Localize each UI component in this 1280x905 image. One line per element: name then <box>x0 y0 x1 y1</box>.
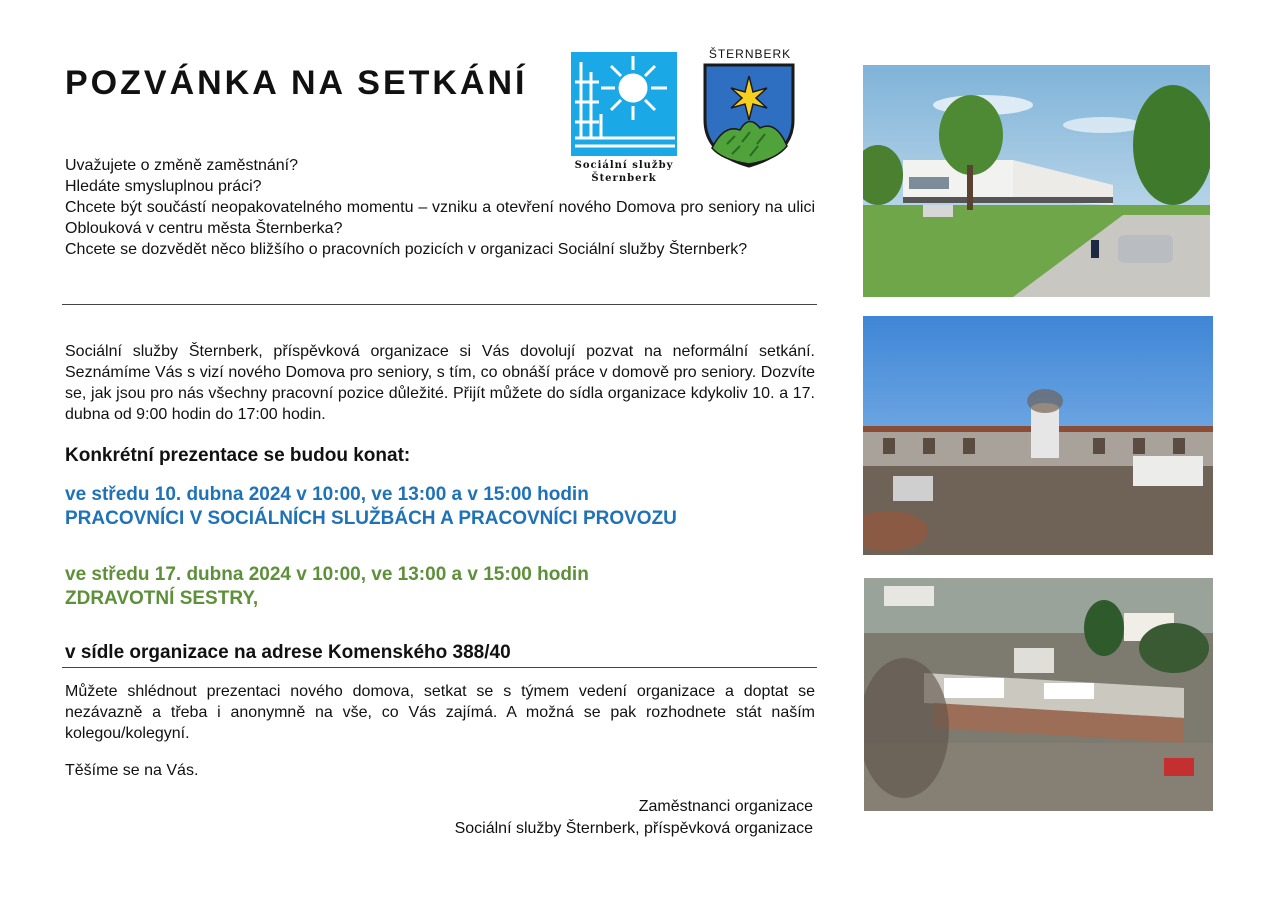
building-rendering-photo <box>863 65 1210 297</box>
intro-questions <box>65 155 815 260</box>
session-1-audience: PRACOVNÍCI V SOCIÁLNÍCH SLUŽBÁCH A PRACOVNÍCI PROVOZU <box>65 508 677 529</box>
star-hill-crest-icon <box>702 62 796 168</box>
intro-line: Hledáte smysluplnou práci? <box>65 178 262 195</box>
intro-line: Chcete se dozvědět něco bližšího o pracovních pozicích v organizaci Sociální služby Šternberk? <box>65 241 748 258</box>
session-2-date: ve středu 17. dubna 2024 v 10:00, ve 13:00 a v 15:00 hodin <box>65 564 589 585</box>
sun-building-icon <box>571 52 677 156</box>
signature-line-1: Zaměstnanci organizace <box>638 798 813 815</box>
thanks-text: Těšíme se na Vás. <box>65 762 199 779</box>
divider <box>62 667 817 668</box>
logo-line-1: Sociální služby <box>574 160 674 171</box>
signature-line-2: Sociální služby Šternberk, příspěvková organizace <box>454 820 813 837</box>
page-title: POZVÁNKA NA SETKÁNÍ <box>65 64 528 102</box>
presentations-heading: Konkrétní prezentace se budou konat: <box>65 445 411 466</box>
session-2-audience: ZDRAVOTNÍ SESTRY, <box>65 588 259 609</box>
divider <box>62 304 817 305</box>
aerial-construction-photo <box>864 578 1213 811</box>
signature <box>455 796 813 840</box>
session-1-date: ve středu 10. dubna 2024 v 10:00, ve 13:00 a v 15:00 hodin <box>65 484 589 505</box>
invitation-text: Sociální služby Šternberk, příspěvková organizace si Vás dovolují pozvat na neformální setkání. Seznámíme Vás s vizí nového Domova pro seniory, s tím, co obnáší práce v domově pro seniory. Dozvíte se, jak jsou pro nás všechny pracovní pozice důležité. Přijít můžete do sídla organizace kdykoliv 10. a 17. dubna od 9:00 hodin do 17:00 hodin. <box>65 343 815 423</box>
town-name: ŠTERNBERK <box>708 47 792 61</box>
intro-line: Chcete být součástí neopakovatelného momentu – vzniku a otevření nového Domova pro seniory na ulici Oblouková v centru města Šternberka? <box>65 199 815 237</box>
session-2 <box>65 563 589 611</box>
session-1 <box>65 483 677 531</box>
intro-line: Uvažujete o změně zaměstnání? <box>65 157 299 174</box>
details-text: Můžete shlédnout prezentaci nového domova, setkat se s týmem vedení organizace a doptat se nezávazně a třeba i anonymně na vše, co Vás zajímá. A možná se pak rozhodnete stát naším kolegou/kolegyní. <box>65 683 815 742</box>
address-line: v sídle organizace na adrese Komenského 388/40 <box>65 642 511 663</box>
construction-site-photo <box>863 316 1213 555</box>
logo-line-2: Šternberk <box>591 173 657 184</box>
